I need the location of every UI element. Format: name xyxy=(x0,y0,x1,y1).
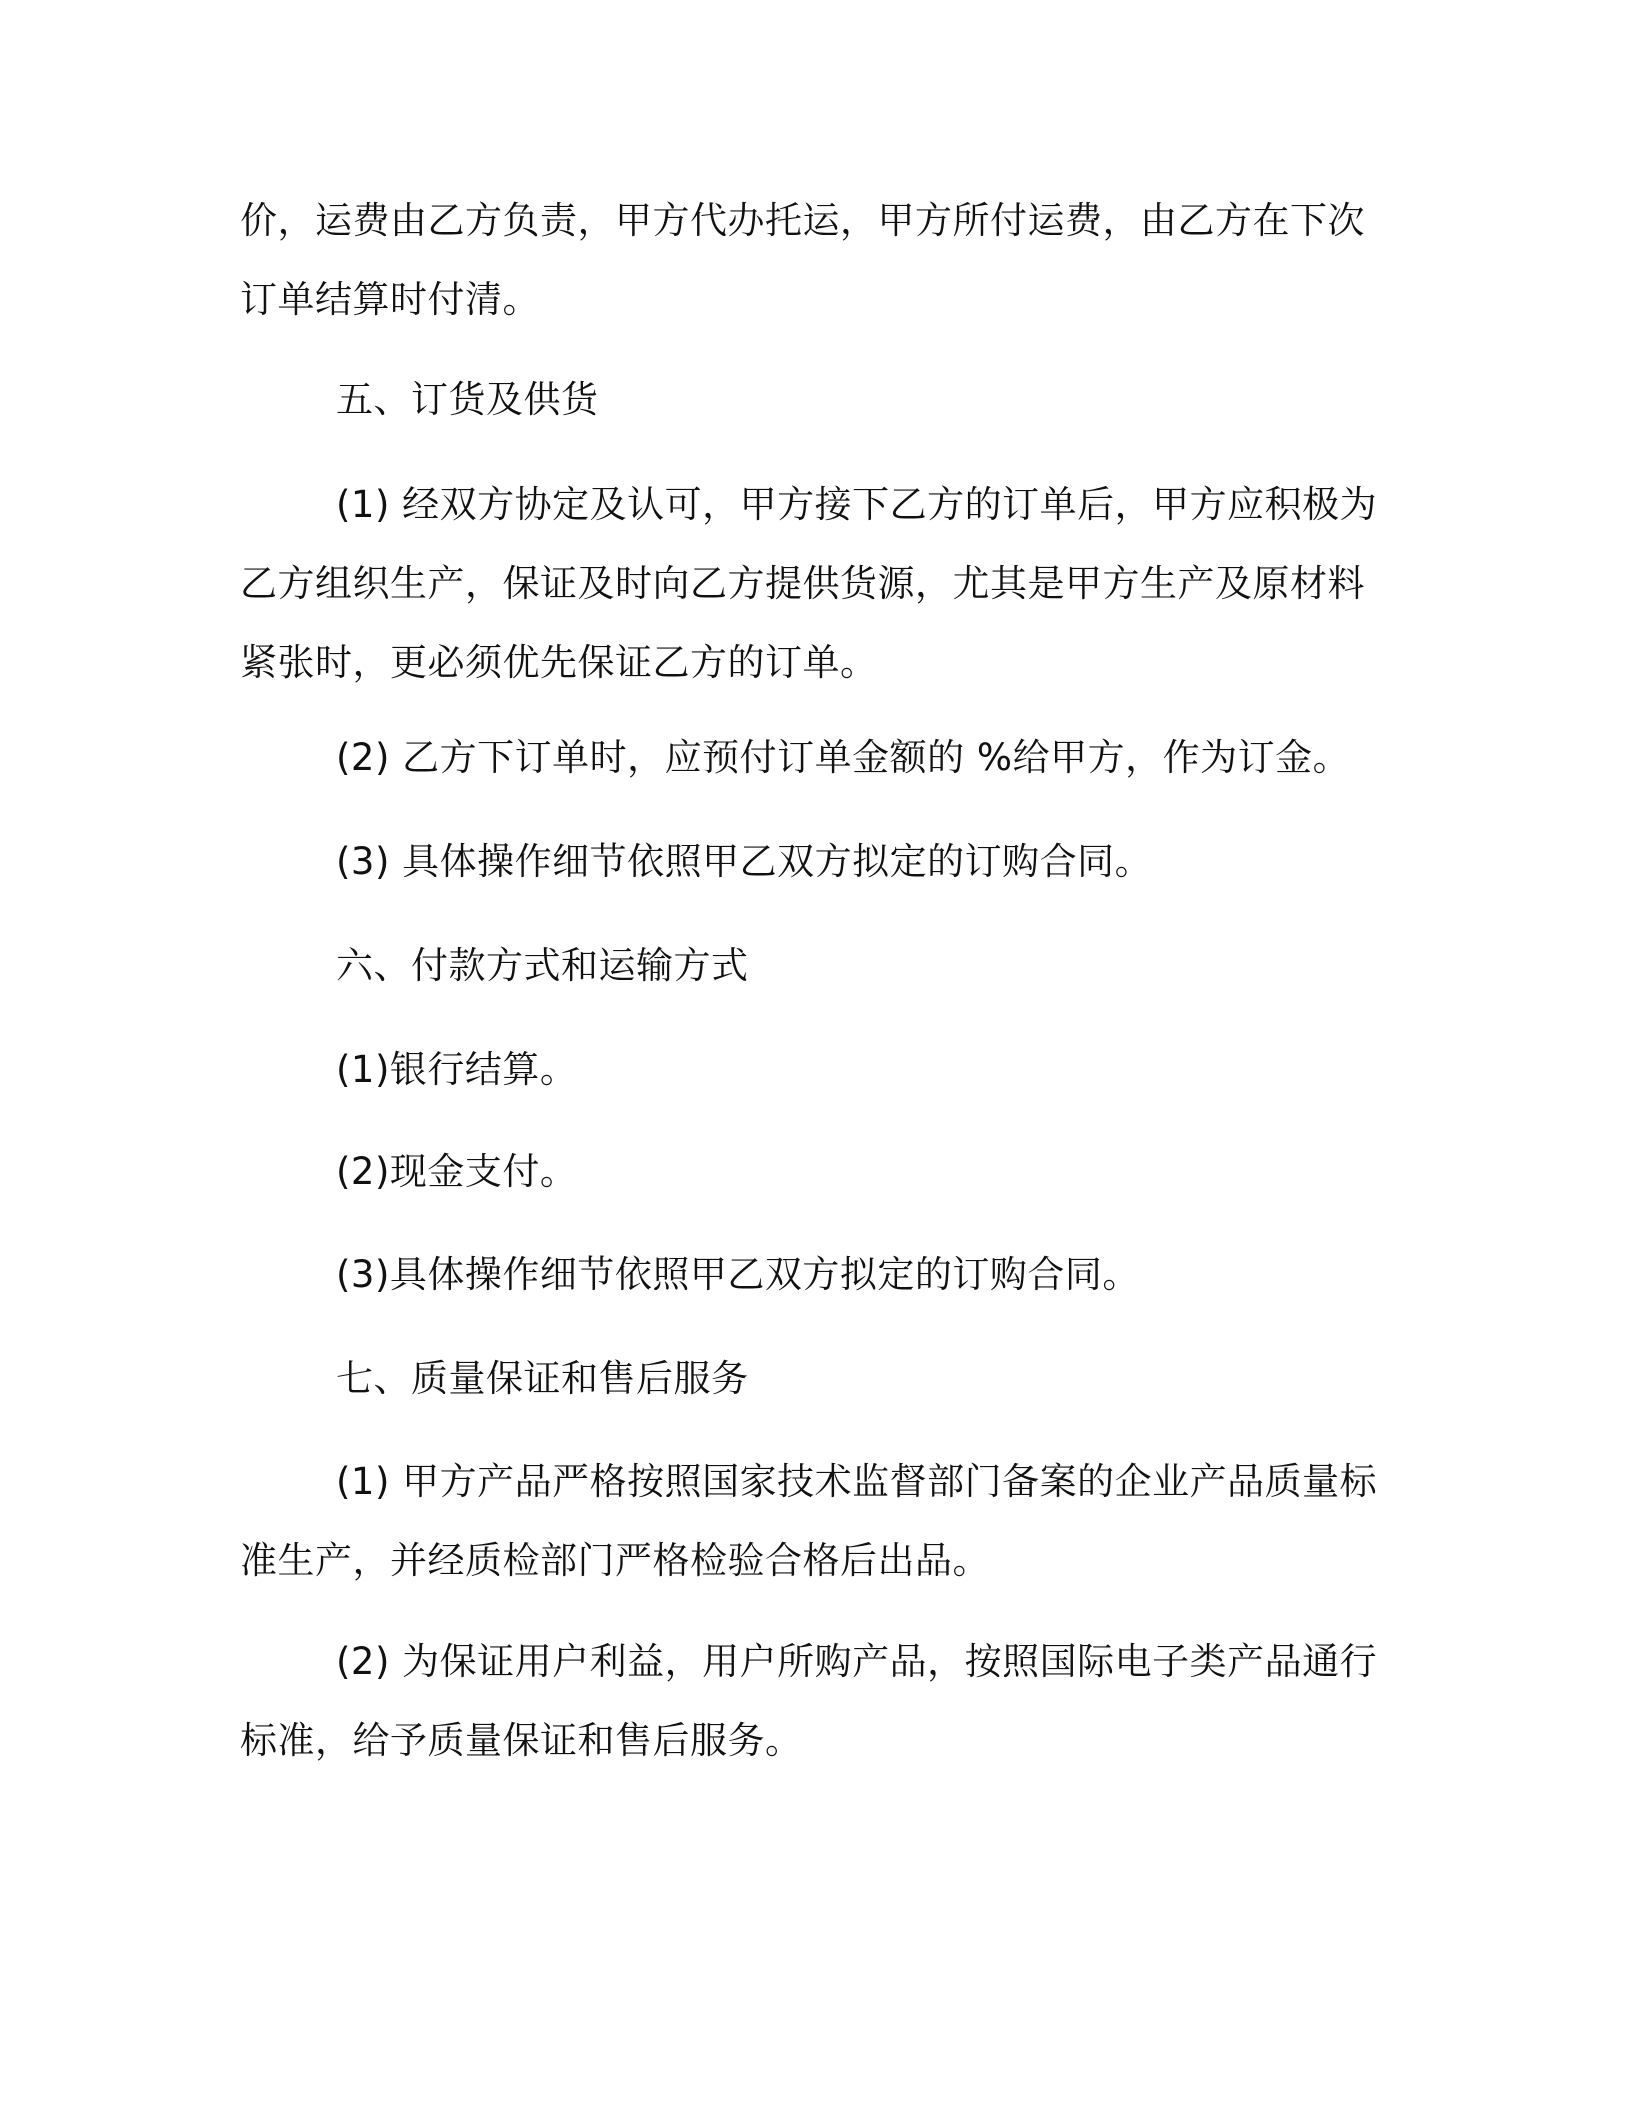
paragraph-ordering-item-1 xyxy=(240,465,1378,702)
text-line: (3) 具体操作细节依照甲乙双方拟定的订购合同。 xyxy=(336,840,1153,883)
heading-text: 七、质量保证和售后服务 xyxy=(336,1357,749,1400)
section-heading-quality-service xyxy=(240,1339,1360,1418)
text-line: (1) 甲方产品严格按照国家技术监督部门备案的企业产品质量标 xyxy=(336,1460,1378,1503)
text-line: 价，运费由乙方负责，甲方代办托运，甲方所付运费，由乙方在下次 xyxy=(240,199,1365,242)
text-line: 准生产，并经质检部门严格检验合格后出品。 xyxy=(240,1539,990,1582)
text-line: (1)银行结算。 xyxy=(336,1048,578,1091)
text-line: 乙方组织生产，保证及时向乙方提供货源，尤其是甲方生产及原材料 xyxy=(240,562,1365,605)
paragraph-payment-item-3 xyxy=(240,1235,1360,1314)
paragraph-payment-item-1 xyxy=(240,1030,1360,1109)
text-line: (2) 为保证用户利益，用户所购产品，按照国际电子类产品通行 xyxy=(336,1640,1378,1683)
paragraph-ordering-item-3 xyxy=(240,822,1360,901)
paragraph-payment-item-2 xyxy=(240,1132,1360,1211)
section-heading-payment-transport xyxy=(240,926,1360,1005)
text-line: (3)具体操作细节依照甲乙双方拟定的订购合同。 xyxy=(336,1253,1140,1296)
paragraph-quality-item-1 xyxy=(240,1442,1378,1600)
heading-text: 五、订货及供货 xyxy=(336,378,599,421)
section-heading-ordering-supply xyxy=(240,360,1360,439)
text-line: 紧张时，更必须优先保证乙方的订单。 xyxy=(240,641,878,684)
heading-text: 六、付款方式和运输方式 xyxy=(336,944,749,987)
paragraph-ordering-item-2 xyxy=(240,718,1360,797)
paragraph-quality-item-2 xyxy=(240,1622,1378,1780)
text-line: 订单结算时付清。 xyxy=(240,278,540,321)
text-line: (2)现金支付。 xyxy=(336,1150,578,1193)
text-line: 标准，给予质量保证和售后服务。 xyxy=(240,1719,803,1762)
paragraph-freight-terms xyxy=(240,181,1365,339)
text-line: (2) 乙方下订单时，应预付订单金额的 %给甲方，作为订金。 xyxy=(336,736,1351,779)
text-line: (1) 经双方协定及认可，甲方接下乙方的订单后，甲方应积极为 xyxy=(336,483,1378,526)
